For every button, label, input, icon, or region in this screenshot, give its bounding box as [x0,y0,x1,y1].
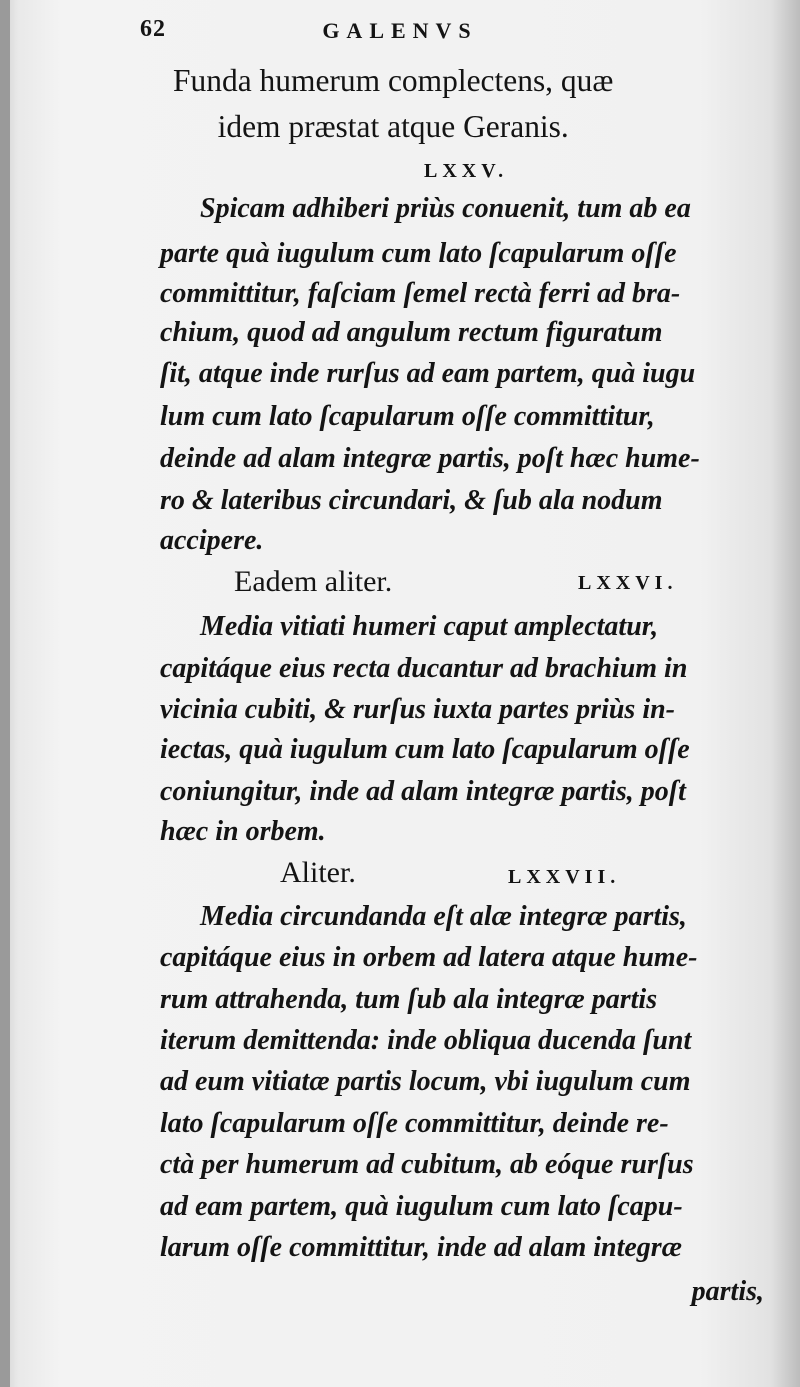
text-line: Spicam adhiberi priùs conuenit, tum ab ea [200,193,691,224]
text-line: Media circundanda eſt alæ integræ partis, [200,901,687,932]
section-numeral-lxxvii: LXXVII. [508,866,621,888]
binding-gutter [0,0,10,1387]
section-heading-aliter: Aliter. [280,856,356,889]
text-line: vicinia cubiti, & rurſus iuxta partes priùs in- [160,694,675,725]
text-line: ctà per humerum ad cubitum, ab eóque rurſus [160,1149,694,1180]
page-number: 62 [140,16,166,42]
catchword: partis, [691,1276,764,1307]
text-line: iterum demittenda: inde obliqua ducenda ſunt [160,1025,692,1056]
text-line: larum oſſe committitur, inde ad alam integræ [160,1232,682,1263]
text-line: parte quà iugulum cum lato ſcapularum oſſe [160,238,677,269]
text-line: lum cum lato ſcapularum oſſe committitur, [160,401,655,432]
text-line: Media vitiati humeri caput amplectatur, [200,611,659,642]
text-line: chium, quod ad angulum rectum figuratum [160,317,663,348]
text-line: iectas, quà iugulum cum lato ſcapularum oſſe [160,734,690,765]
text-line: capitáque eius recta ducantur ad brachium in [160,653,688,684]
running-title: GALENVS [322,18,478,43]
chapter-title-line-1: Funda humerum complectens, quæ [173,62,614,98]
section-numeral-lxxvi: LXXVI. [578,572,678,594]
text-line: hæc in orbem. [160,816,326,847]
chapter-title-line-2: idem præstat atque Geranis. [217,108,569,144]
text-line: committitur, faſciam ſemel rectà ferri ad bra- [160,278,681,309]
section-heading-eadem-aliter: Eadem aliter. [234,565,393,598]
text-line: ro & lateribus circundari, & ſub ala nodum [160,485,663,516]
text-line: deinde ad alam integræ partis, poſt hæc hume- [160,443,700,474]
text-line: capitáque eius in orbem ad latera atque hume- [160,942,698,973]
text-line: ſit, atque inde rurſus ad eam partem, quà iugu [160,358,696,389]
text-line: coniungitur, inde ad alam integræ partis, poſt [160,776,686,807]
text-line: accipere. [160,525,264,556]
text-line: ad eam partem, quà iugulum cum lato ſcapu- [160,1191,683,1222]
section-numeral-lxxv: LXXV. [424,160,509,182]
text-line: ad eum vitiatæ partis locum, vbi iugulum cum [160,1066,691,1097]
text-line: rum attrahenda, tum ſub ala integræ partis [160,984,658,1015]
text-line: lato ſcapularum oſſe committitur, deinde re- [160,1108,669,1139]
